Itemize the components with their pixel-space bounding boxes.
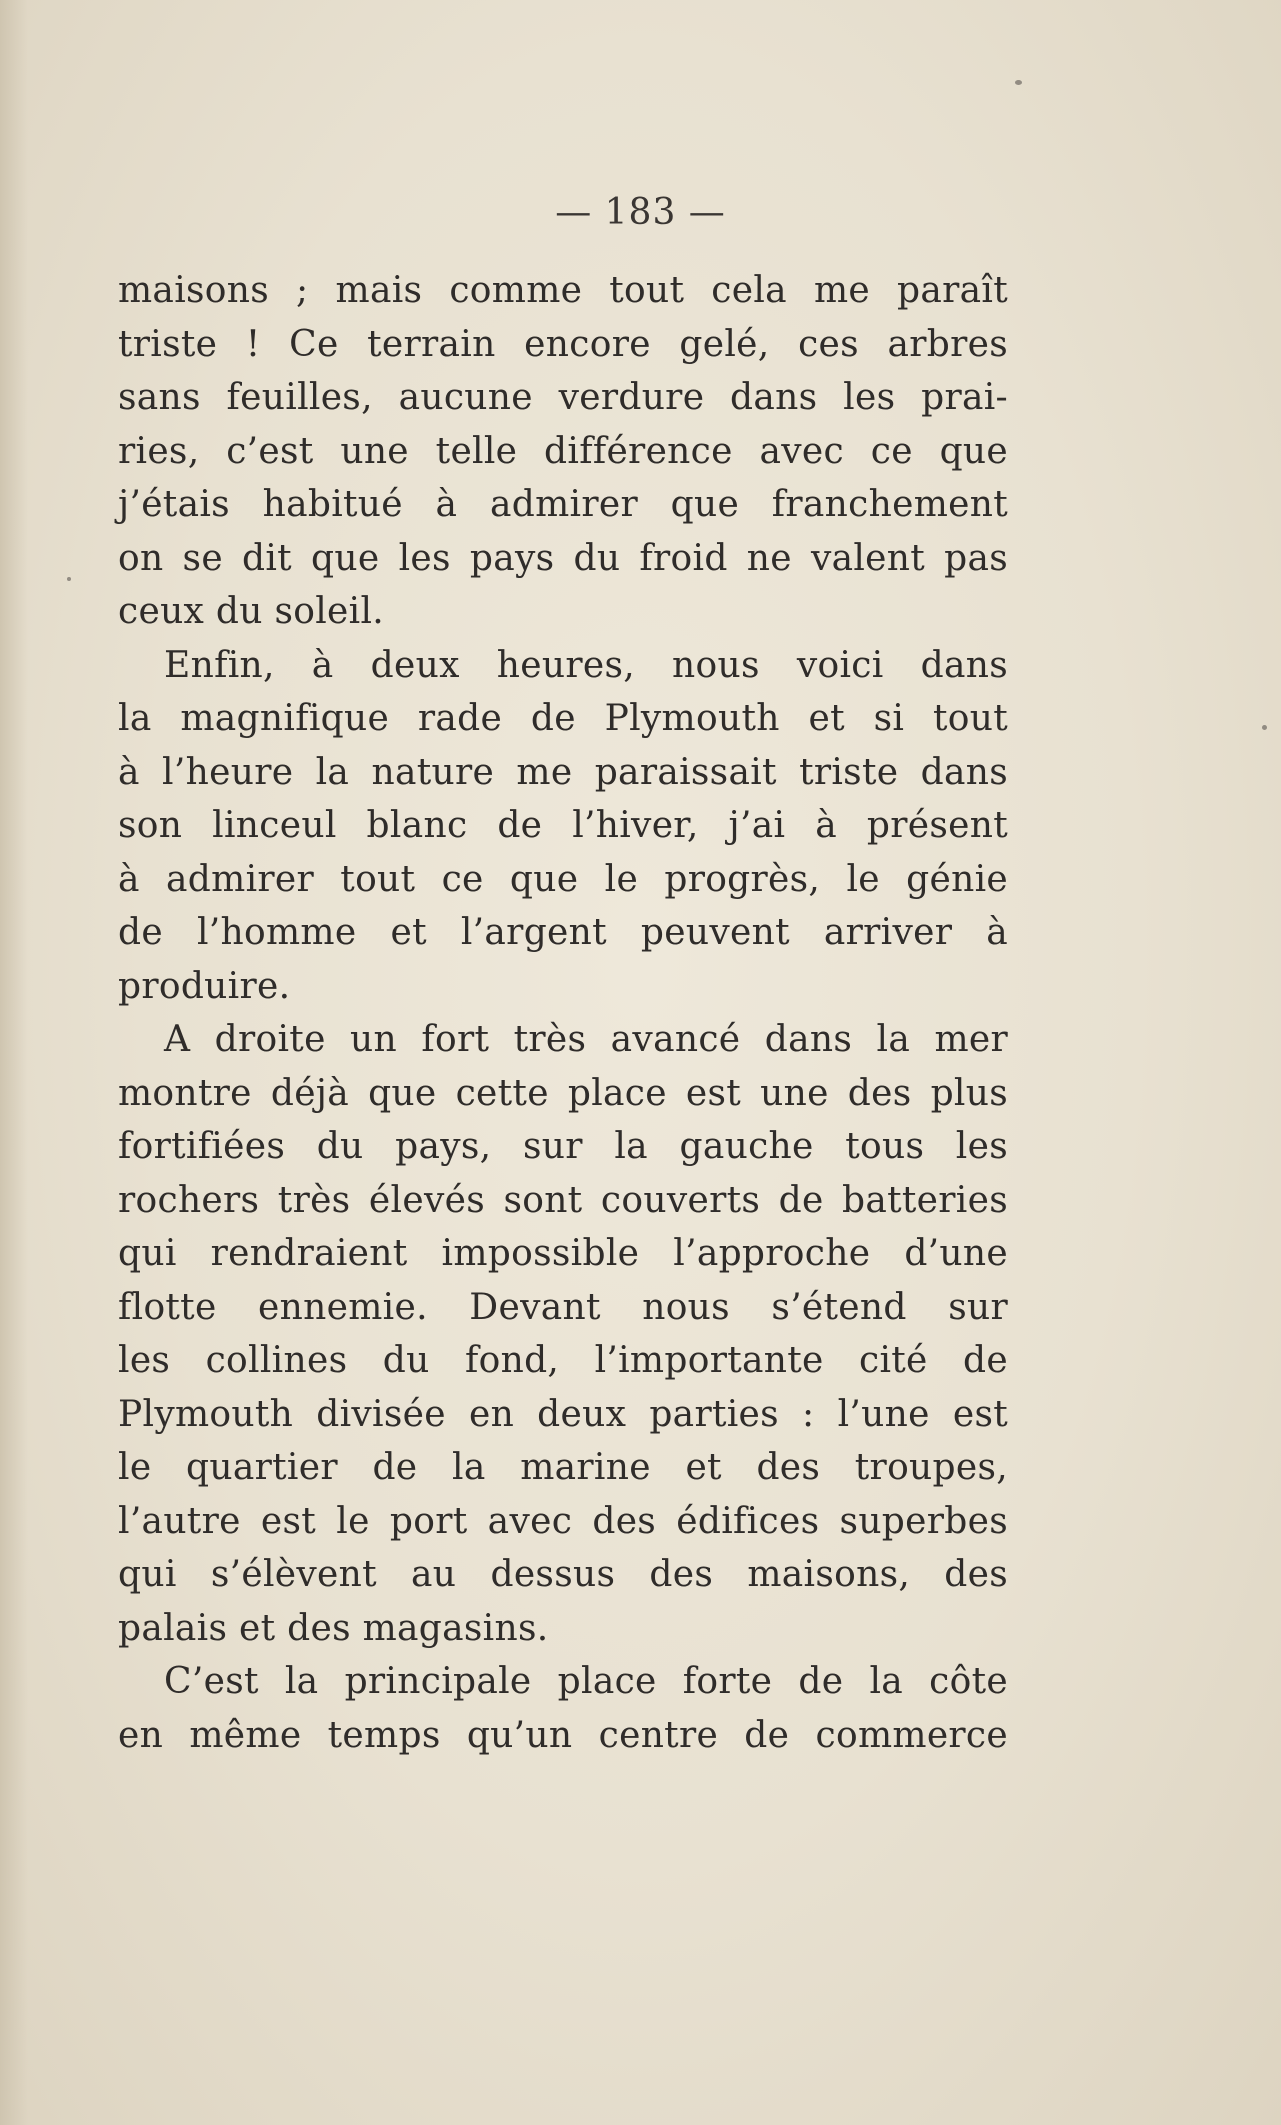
- paragraph: [118, 639, 1008, 1014]
- body-text: [118, 264, 1008, 1762]
- text-line: palais et des magasins.: [118, 1607, 549, 1649]
- page-edge-shadow: [0, 0, 28, 2125]
- text-line: montre déjà que cette place est une des plus: [118, 1072, 1008, 1114]
- paragraph: [118, 1655, 1008, 1762]
- paragraph: [118, 264, 1008, 639]
- text-line: j’étais habitué à admirer que franchement: [118, 484, 1008, 525]
- text-line: en même temps qu’un centre de commerce: [118, 1714, 1008, 1756]
- paragraph: [118, 1013, 1008, 1655]
- text-line: flotte ennemie. Devant nous s’étend sur: [118, 1286, 1008, 1328]
- text-line: son linceul blanc de l’hiver, j’ai à présent: [118, 805, 1008, 846]
- ink-speck: [1015, 80, 1022, 85]
- text-line: les collines du fond, l’importante cité de: [118, 1340, 1008, 1381]
- text-line: de l’homme et l’argent peuvent arriver à: [118, 912, 1008, 953]
- text-line: A droite un fort très avancé dans la mer: [164, 1019, 1008, 1060]
- text-line: C’est la principale place forte de la côte: [164, 1661, 1008, 1702]
- text-line: on se dit que les pays du froid ne valent pas: [118, 537, 1008, 579]
- text-line: Plymouth divisée en deux parties : l’une est: [118, 1393, 1008, 1435]
- text-line: qui s’élèvent au dessus des maisons, des: [118, 1554, 1008, 1595]
- text-line: qui rendraient impossible l’approche d’une: [118, 1233, 1008, 1274]
- text-line: à l’heure la nature me paraissait triste dans: [118, 751, 1008, 793]
- text-line: triste ! Ce terrain encore gelé, ces arbres: [118, 323, 1008, 365]
- text-line: fortifiées du pays, sur la gauche tous les: [118, 1126, 1008, 1167]
- text-line: ries, c’est une telle différence avec ce que: [118, 430, 1008, 472]
- ink-speck: [1262, 725, 1267, 730]
- text-line: produire.: [118, 965, 291, 1007]
- ink-speck: [67, 577, 71, 581]
- text-line: Enfin, à deux heures, nous voici dans: [164, 644, 1008, 686]
- text-line: à admirer tout ce que le progrès, le génie: [118, 858, 1008, 900]
- page-number: — 183 —: [555, 192, 726, 233]
- text-line: sans feuilles, aucune verdure dans les prai-: [118, 377, 1008, 418]
- text-line: ceux du soleil.: [118, 591, 385, 632]
- text-line: maisons ; mais comme tout cela me paraît: [118, 270, 1008, 311]
- text-line: le quartier de la marine et des troupes,: [118, 1447, 1008, 1488]
- text-line: la magnifique rade de Plymouth et si tout: [118, 698, 1008, 739]
- text-line: rochers très élevés sont couverts de batteries: [118, 1179, 1008, 1221]
- text-line: l’autre est le port avec des édifices superbes: [118, 1500, 1008, 1542]
